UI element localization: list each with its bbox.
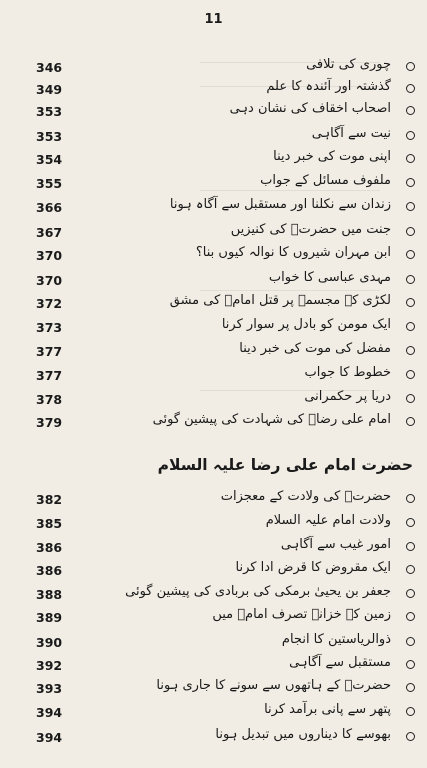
bullet-circle-icon bbox=[406, 322, 415, 331]
toc-entry[interactable] bbox=[0, 270, 427, 292]
entry-page: 386 bbox=[36, 563, 63, 578]
entry-title: زندان سے نکلنا اور مستقبل سے آگاہ ہونا bbox=[169, 197, 391, 212]
toc-entry[interactable] bbox=[0, 702, 427, 724]
entry-page: 392 bbox=[36, 658, 63, 673]
bullet-circle-icon bbox=[406, 298, 415, 307]
toc-entry[interactable] bbox=[0, 222, 427, 244]
toc-entry[interactable] bbox=[0, 607, 427, 629]
bullet-circle-icon bbox=[406, 275, 415, 284]
toc-entry[interactable] bbox=[0, 727, 427, 749]
page-number: 11 bbox=[204, 12, 223, 27]
bullet-circle-icon bbox=[406, 227, 415, 236]
toc-entry[interactable] bbox=[0, 389, 427, 411]
entry-title: چوری کی تلافی bbox=[306, 57, 391, 72]
bullet-circle-icon bbox=[406, 707, 415, 716]
bullet-circle-icon bbox=[406, 202, 415, 211]
toc-entry[interactable] bbox=[0, 317, 427, 339]
entry-title: لکڑی کے مجسمہ پر قتل امامؑ کی مشق bbox=[169, 293, 391, 308]
entry-page: 354 bbox=[36, 152, 63, 167]
toc-entry[interactable] bbox=[0, 126, 427, 148]
entry-page: 388 bbox=[36, 587, 63, 602]
entry-page: 373 bbox=[36, 320, 63, 335]
entry-page: 394 bbox=[36, 730, 63, 745]
bullet-circle-icon bbox=[406, 494, 415, 503]
entry-page: 377 bbox=[36, 344, 63, 359]
entry-title: مستقبل سے آگاہی bbox=[289, 655, 391, 670]
bullet-circle-icon bbox=[406, 612, 415, 621]
bullet-circle-icon bbox=[406, 84, 415, 93]
bullet-circle-icon bbox=[406, 178, 415, 187]
toc-entry[interactable] bbox=[0, 678, 427, 700]
toc-entry[interactable] bbox=[0, 101, 427, 123]
toc-entry[interactable] bbox=[0, 149, 427, 171]
toc-entry[interactable] bbox=[0, 537, 427, 559]
entry-page: 385 bbox=[36, 516, 63, 531]
entry-title: زمین کے خزانے تصرف امامؑ میں bbox=[212, 607, 391, 622]
toc-entry[interactable] bbox=[0, 412, 427, 434]
entry-title: خطوط کا جواب bbox=[304, 365, 391, 380]
entry-title: ایک مقروض کا قرض ادا کرنا bbox=[235, 560, 391, 575]
toc-entry[interactable] bbox=[0, 341, 427, 363]
entry-title: مہدی عباسی کا خواب bbox=[268, 270, 391, 285]
bullet-circle-icon bbox=[406, 683, 415, 692]
entry-title: ابن مہران شیروں کا نوالہ کیوں بنا؟ bbox=[195, 245, 391, 260]
entry-page: 353 bbox=[36, 129, 63, 144]
bullet-circle-icon bbox=[406, 732, 415, 741]
entry-page: 372 bbox=[36, 296, 63, 311]
bullet-circle-icon bbox=[406, 565, 415, 574]
entry-page: 353 bbox=[36, 104, 63, 119]
bullet-circle-icon bbox=[406, 394, 415, 403]
entry-title: امام علی رضاؑ کی شہادت کی پیشین گوئی bbox=[152, 412, 391, 427]
entry-title: جنت میں حضرتؑ کی کنیزیں bbox=[230, 222, 391, 237]
entry-page: 370 bbox=[36, 273, 63, 288]
entry-page: 355 bbox=[36, 176, 63, 191]
bullet-circle-icon bbox=[406, 250, 415, 259]
toc-entry[interactable] bbox=[0, 197, 427, 219]
entry-title: ولادت امام علیہ السلام bbox=[265, 513, 391, 528]
toc-entry[interactable] bbox=[0, 245, 427, 267]
entry-title: دریا پر حکمرانی bbox=[304, 389, 391, 404]
bullet-circle-icon bbox=[406, 62, 415, 71]
entry-title: ملفوف مسائل کے جواب bbox=[260, 173, 391, 188]
entry-page: 382 bbox=[36, 492, 63, 507]
entry-title: بھوسے کا دیناروں میں تبدیل ہونا bbox=[215, 727, 391, 742]
toc-entry[interactable] bbox=[0, 57, 427, 79]
bullet-circle-icon bbox=[406, 346, 415, 355]
bullet-circle-icon bbox=[406, 660, 415, 669]
bullet-circle-icon bbox=[406, 370, 415, 379]
entry-title: پتھر سے پانی برآمد کرنا bbox=[264, 702, 391, 717]
bullet-circle-icon bbox=[406, 417, 415, 426]
bullet-circle-icon bbox=[406, 637, 415, 646]
bullet-circle-icon bbox=[406, 131, 415, 140]
toc-entry[interactable] bbox=[0, 173, 427, 195]
entry-page: 370 bbox=[36, 248, 63, 263]
toc-entry[interactable] bbox=[0, 632, 427, 654]
entry-page: 379 bbox=[36, 415, 63, 430]
bullet-circle-icon bbox=[406, 589, 415, 598]
entry-page: 378 bbox=[36, 392, 63, 407]
entry-page: 367 bbox=[36, 225, 63, 240]
entry-title: حضرتؑ کے ہاتھوں سے سونے کا جاری ہونا bbox=[156, 678, 391, 693]
toc-entry[interactable] bbox=[0, 293, 427, 315]
entry-title: امور غیب سے آگاہی bbox=[280, 537, 391, 552]
entry-page: 393 bbox=[36, 681, 63, 696]
bullet-circle-icon bbox=[406, 542, 415, 551]
entry-title: اپنی موت کی خبر دینا bbox=[273, 149, 391, 164]
toc-entry[interactable] bbox=[0, 513, 427, 535]
toc-entry[interactable] bbox=[0, 560, 427, 582]
entry-page: 377 bbox=[36, 368, 63, 383]
bullet-circle-icon bbox=[406, 518, 415, 527]
entry-title: حضرتؑ کی ولادت کے معجزات bbox=[220, 489, 391, 504]
entry-page: 386 bbox=[36, 540, 63, 555]
toc-entry[interactable] bbox=[0, 584, 427, 606]
entry-page: 394 bbox=[36, 705, 63, 720]
entry-title: جعفر بن یحییٰ برمکی کی بربادی کی پیشین گوئی bbox=[125, 584, 391, 599]
entry-title: اصحاب اخقاف کی نشان دہی bbox=[229, 101, 391, 116]
section-heading: حضرت امام علی رضا علیہ السلام bbox=[157, 456, 413, 474]
toc-entry[interactable] bbox=[0, 655, 427, 677]
entry-page: 346 bbox=[36, 60, 63, 75]
entry-title: ذوالریاستین کا انجام bbox=[281, 632, 391, 647]
entry-title: گذشتہ اور آئندہ کا علم bbox=[266, 79, 391, 94]
entry-title: ایک مومن کو بادل پر سوار کرنا bbox=[221, 317, 391, 332]
entry-title: نیت سے آگاہی bbox=[311, 126, 391, 141]
toc-entry[interactable] bbox=[0, 79, 427, 101]
entry-page: 366 bbox=[36, 200, 63, 215]
toc-entry[interactable] bbox=[0, 365, 427, 387]
bullet-circle-icon bbox=[406, 154, 415, 163]
entry-page: 349 bbox=[36, 82, 63, 97]
entry-page: 389 bbox=[36, 610, 63, 625]
entry-title: مفضل کی موت کی خبر دینا bbox=[239, 341, 391, 356]
bullet-circle-icon bbox=[406, 106, 415, 115]
toc-entry[interactable] bbox=[0, 489, 427, 511]
entry-page: 390 bbox=[36, 635, 63, 650]
